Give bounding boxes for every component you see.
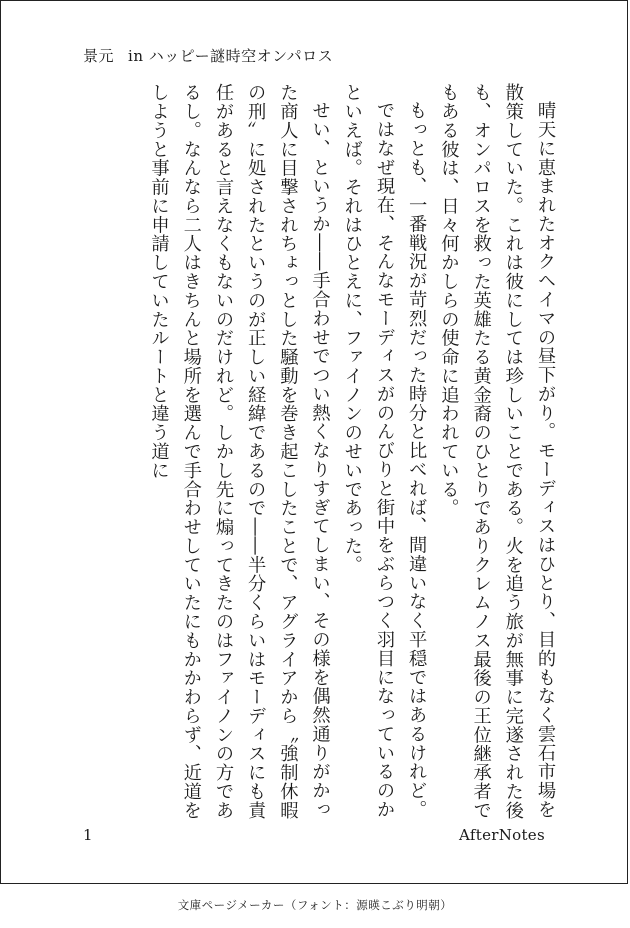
running-header	[83, 45, 333, 66]
page-number: 1	[83, 826, 93, 844]
paragraph-4: せい、というか――手合わせでつい熱くなりすぎてしまい、その様を偶然通りがかった商人に目撃されちょっとした騒動を巻き起こしたことで、アグライアから〝強制休暇の刑〟に処されたというのが正しい経緯であるので――半分くらいはモーディスにも責任があると言えなくもないのだけれど。しかし先に煽ってきたのはファイノンの方であるし。なんなら二人はきちんと場所を選んで手合わせしていたにもかかわらず、近道をしようと事前に申請していたルートと違う道に	[148, 83, 331, 820]
vertical-body-text	[81, 83, 561, 831]
author-name: AfterNotes	[459, 826, 545, 844]
paragraph-1: 晴天に恵まれたオクヘイマの昼下がり。モーディスはひとり、目的もなく雲石市場を散策していた。これは彼にしては珍しいことである。火を追う旅が無事に完遂された後も、オンパロスを救った英雄たる黄金裔のひとりでありクレムノス最後の王位継承者でもある彼は、日々何かしらの使命に追われている。	[438, 83, 556, 820]
header-title-right: in ハッピー謎時空オンパロス	[128, 47, 334, 65]
paragraph-3: ではなぜ現在、そんなモーディスがのんびりと街中をぶらつく羽目になっているのかといえば。それはひとえに、ファイノンのせいであった。	[341, 83, 395, 820]
paragraph-2: もっとも、一番戦況が苛烈だった時分と比べれば、間違いなく平穏ではあるけれど。	[406, 101, 428, 820]
generator-credit: 文庫ページメーカー（フォント：源暎こぶり明朝）	[177, 898, 453, 912]
header-title-left: 景元	[83, 47, 115, 65]
